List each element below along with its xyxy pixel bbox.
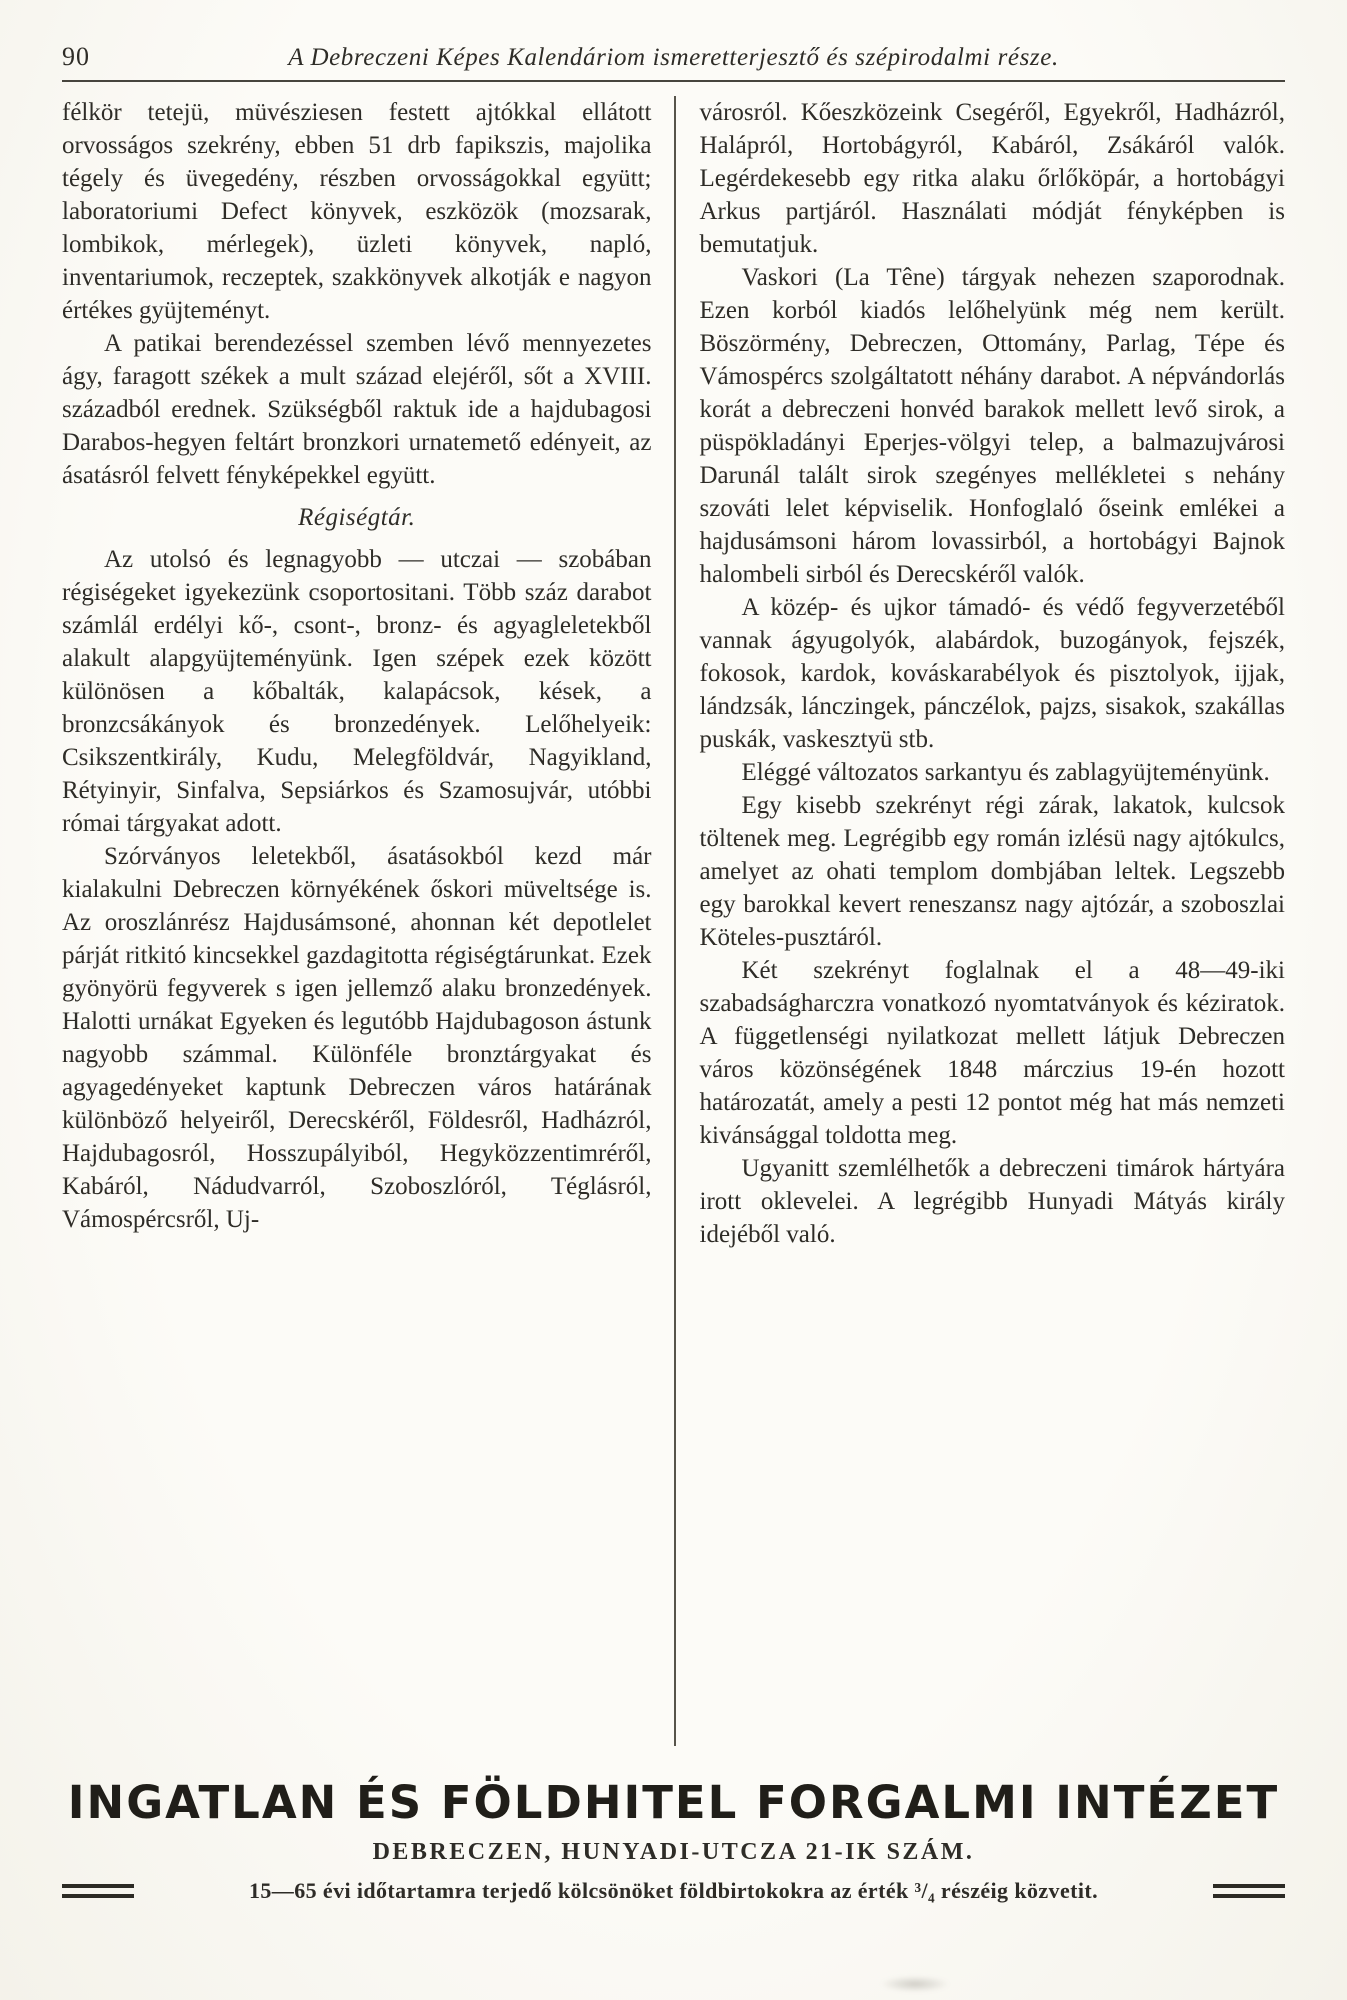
ad-rule-left bbox=[62, 1884, 134, 1898]
header-rule bbox=[62, 80, 1285, 82]
paragraph: Egy kisebb szekrényt régi zárak, lakatok, kulcsok töltenek meg. Legrégibb egy román izlésü nagy ajtókulcs, amelyet az ohati templom dombjában leltek. Legszebb egy barokkal kevert reneszansz nagy ajtózár, a szoboszlai Köteles-pusztáról. bbox=[699, 792, 1285, 951]
section-heading: Régiségtár. bbox=[298, 504, 416, 531]
page-number: 90 bbox=[62, 42, 90, 71]
ad-address: DEBRECZEN, HUNYADI-UTCZA 21-IK SZÁM. bbox=[372, 1839, 975, 1865]
paragraph: Két szekrényt foglalnak el a 48—49-iki szabadságharczra vonatkozó nyomtatványok és kéziratok. A függetlenségi nyilatkozat mellett látjuk Debreczen város közönségének 1848 márczius 19-én hozott határozatát, amely a pesti 12 pontot még hat más nemzeti kivánsággal toldotta meg. bbox=[699, 957, 1285, 1149]
paragraph: városról. Kőeszközeink Csegéről, Egyekről, Hadházról, Halápról, Hortobágyról, Kabáról, Zsákáról valók. Legérdekesebb egy ritka alaku őrlőköpár, a hortobágyi Arkus partjáról. Használati módját fényképben is bemutatjuk. bbox=[699, 99, 1285, 258]
paragraph: félkör tetejü, müvésziesen festett ajtókkal ellátott orvosságos szekrény, ebben 51 drb fapikszis, majolika tégely és üvegedény, részben orvosságokkal együtt; laboratoriumi Defect könyvek, eszközök (mozsarak, lombikok, mérlegek), üzleti könyvek, napló, inventariumok, reczeptek, szakkönyvek alkotják e nagyon értékes gyüjteményt. bbox=[62, 99, 652, 324]
text-columns bbox=[62, 96, 1285, 1746]
ad-title: INGATLAN ÉS FÖLDHITEL FORGALMI INTÉZET bbox=[67, 1776, 1280, 1829]
scan-artifact bbox=[880, 1976, 950, 1992]
paragraph: A közép- és ujkor támadó- és védő fegyverzetéből vannak ágyugolyók, alabárdok, buzogányok, fejszék, fokosok, kardok, kováskarabélyok és pisztolyok, ijjak, lándzsák, lánczingek, pánczélok, pajzs, sisakok, szakállas puskák, vaskesztyü stb. bbox=[699, 594, 1285, 753]
ad-note: 15—65 évi időtartamra terjedő kölcsönöket földbirtokokra az érték ³/₄ részéig közvetit. bbox=[249, 1878, 1098, 1903]
paragraph: Eléggé változatos sarkantyu és zablagyüjteményünk. bbox=[741, 759, 1270, 786]
paragraph: A patikai berendezéssel szemben lévő mennyezetes ágy, faragott székek a mult század elejéről, sőt a XVIII. századból erednek. Szükségből raktuk ide a hajdubagosi Darabos-hegyen feltárt bronzkori urnatemető edényeit, az ásatásról felvett fényképekkel együtt. bbox=[62, 330, 652, 489]
paragraph: Ugyanitt szemlélhetők a debreczeni timárok hártyára irott oklevelei. A legrégibb Hunyadi Mátyás király idejéből való. bbox=[699, 1155, 1285, 1248]
paragraph: Szórványos leletekből, ásatásokból kezd már kialakulni Debreczen környékének őskori müveltsége is. Az oroszlánrész Hajdusámsoné, ahonnan két depotlelet párját ritkitó kincsekkel gazdagitotta régiségtárunkat. Ezek gyönyörü fegyverek s igen jellemző alaku bronzedények. Halotti urnákat Egyeken és legutóbb Hajdubagoson ástunk nagyobb számmal. Különféle bronztárgyakat és agyagedényeket kaptunk Debreczen város határának különböző helyeiről, Derecskéről, Földesről, Hadházról, Hajdubagosról, Hosszupályiból, Hegyközzentimréről, Kabáról, Nádudvarról, Szoboszlóról, Téglásról, Vámospércsről, Uj- bbox=[62, 843, 652, 1233]
paragraph: Vaskori (La Têne) tárgyak nehezen szaporodnak. Ezen korból kiadós lelőhelyünk még nem került. Böszörmény, Debreczen, Ottomány, Parlag, Tépe és Vámospércs szolgáltatott néhány darabot. A népvándorlás korát a debreczeni honvéd barakok mellett levő sirok, a püspökladányi Eperjes-völgyi telep, a balmazujvárosi Darunál talált sirok szegényes mellékletei s nehány szováti lelet képviselik. Honfoglaló őseink emlékei a hajdusámsoni három lovassirból, a hortobágyi Bajnok halombeli sirból és Derecskéről valók. bbox=[699, 264, 1285, 588]
ad-rule-right bbox=[1213, 1884, 1285, 1898]
left-column bbox=[62, 96, 674, 1746]
header-title: A Debreczeni Képes Kalendáriom ismeretterjesztő és szépirodalmi része. bbox=[288, 44, 1059, 71]
advertisement bbox=[62, 1776, 1285, 1904]
ad-note-row bbox=[62, 1878, 1285, 1904]
right-column bbox=[674, 96, 1286, 1746]
page-header bbox=[62, 42, 1285, 72]
paragraph: Az utolsó és legnagyobb — utczai — szobában régiségeket igyekezünk csoportositani. Több száz darabot számlál erdélyi kő-, csont-, bronz- és agyagleletekből alakult alapgyüjteményünk. Igen szépek ezek között különösen a kőbalták, kalapácsok, kések, a bronzcsákányok és bronzedények. Lelőhelyeik: Csikszentkirály, Kudu, Melegföldvár, Nagyikland, Rétyinyir, Sinfalva, Sepsiárkos és Szamosujvár, utóbbi római tárgyakat adott. bbox=[62, 546, 652, 837]
